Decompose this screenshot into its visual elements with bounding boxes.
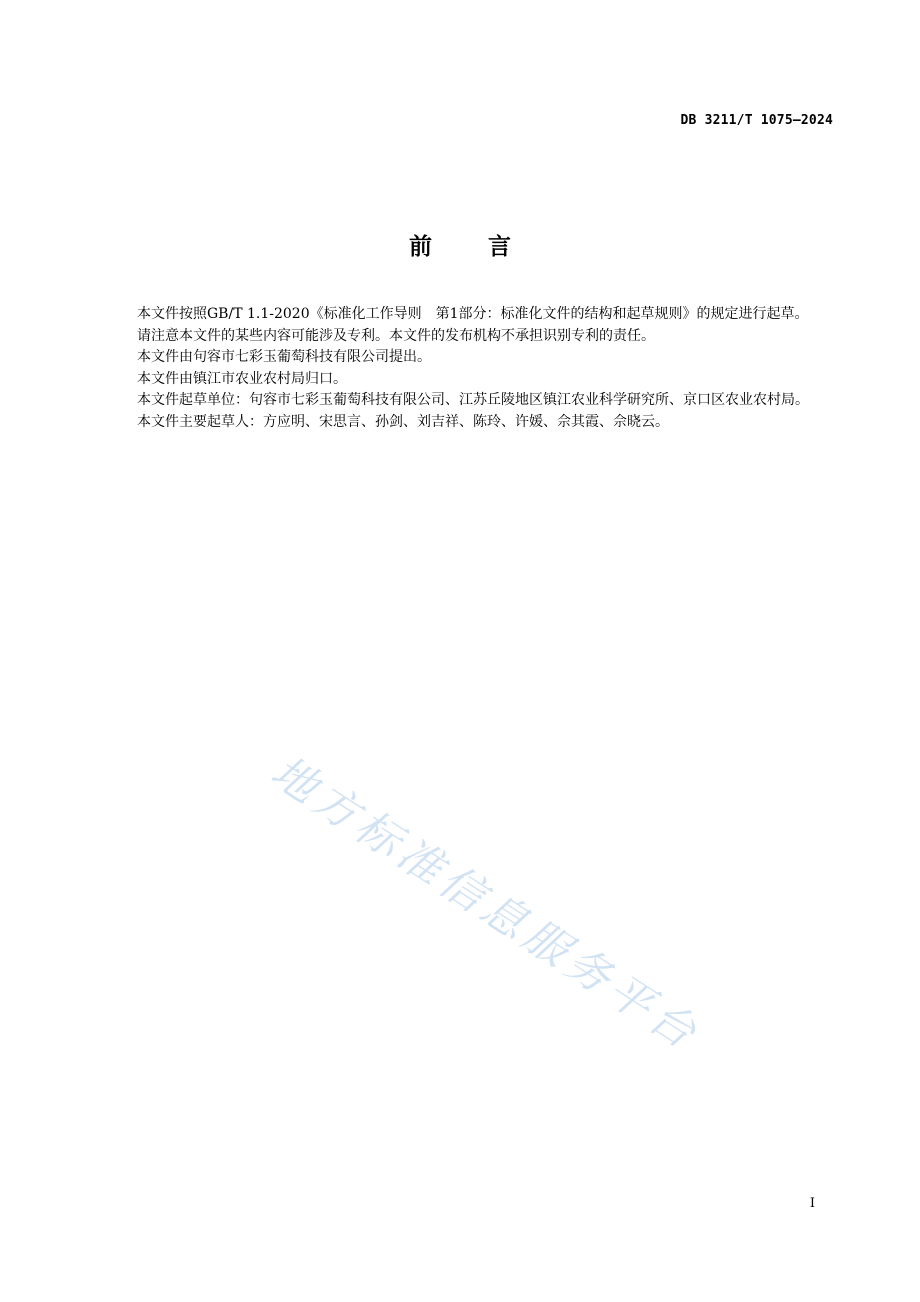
paragraph-administrator: 本文件由镇江市农业农村局归口。 — [137, 370, 347, 387]
paragraph-proposer: 本文件由句容市七彩玉葡萄科技有限公司提出。 — [137, 349, 431, 365]
page-number: I — [809, 1196, 815, 1211]
paragraph-drafting-rules: 本文件按照GB/T 1.1-2020《标准化工作导则 第1部分：标准化文件的结构和起草规则》的规定进行起草。 — [137, 306, 809, 322]
paragraph-drafting-units: 本文件起草单位：句容市七彩玉葡萄科技有限公司、江苏丘陵地区镇江农业科学研究所、京口区农业农村局。 — [137, 392, 809, 408]
page-title: 前言 — [409, 234, 567, 260]
watermark: 地方标准信息服务平台 — [261, 746, 710, 1062]
foreword-body — [109, 304, 833, 433]
paragraph-drafters: 本文件主要起草人：方应明、宋思言、孙剑、刘吉祥、陈玲、许媛、佘其霞、佘晓云。 — [137, 413, 669, 430]
paragraph-patent-notice: 请注意本文件的某些内容可能涉及专利。本文件的发布机构不承担识别专利的责任。 — [137, 327, 655, 344]
document-code: DB 3211/T 1075—2024 — [680, 113, 833, 128]
